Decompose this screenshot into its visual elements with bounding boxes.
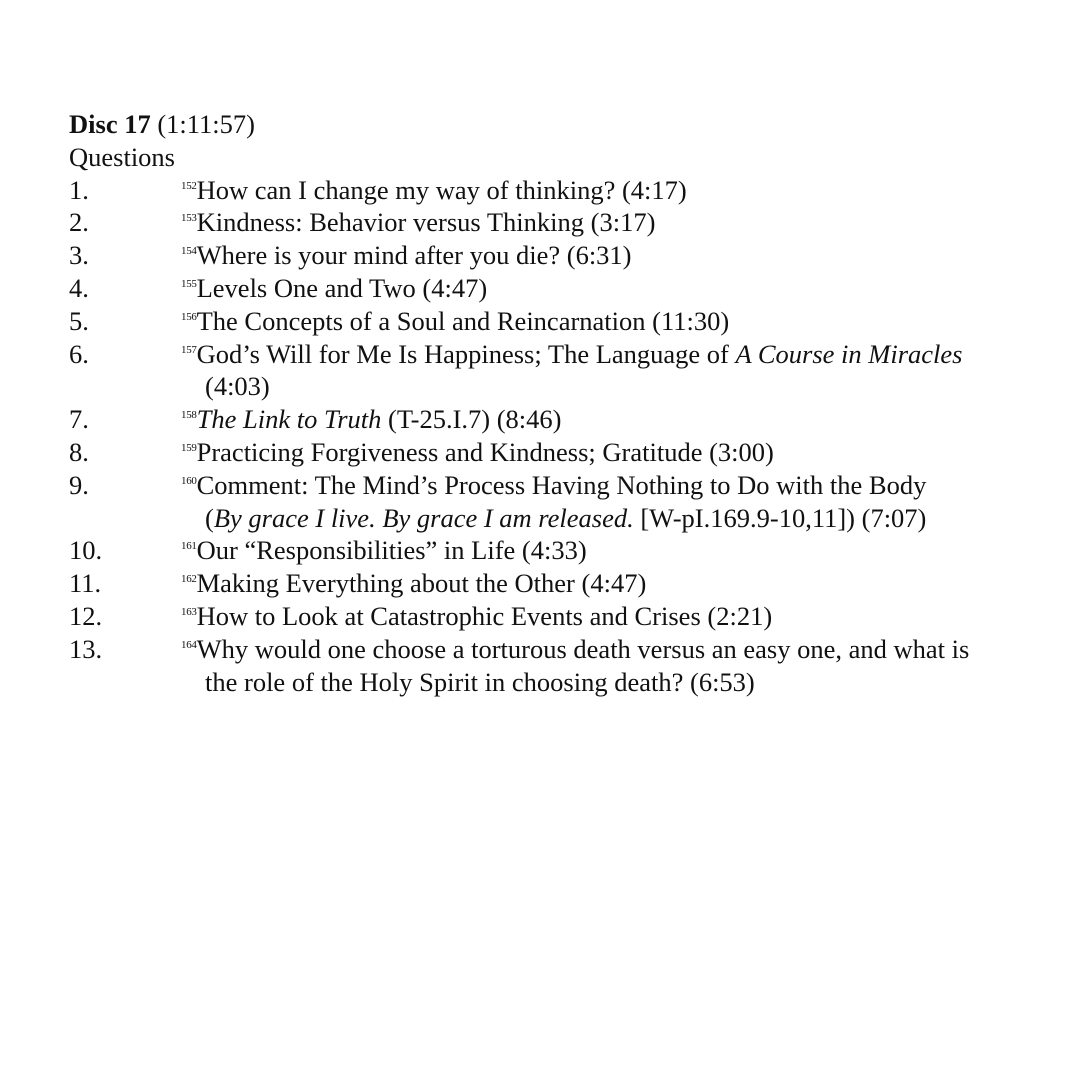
item-text: God’s Will for Me Is Happiness; The Language of	[196, 338, 736, 369]
list-item	[69, 403, 1059, 436]
disc-contents	[69, 108, 1059, 698]
item-text: How to Look at Catastrophic Events and Crises (2:21)	[196, 600, 773, 631]
item-number: 1.	[69, 174, 89, 205]
item-number: 3.	[69, 240, 89, 271]
item-text: Why would one choose a torturous death versus an easy one, and what is	[196, 633, 970, 664]
item-text: Levels One and Two (4:47)	[196, 272, 488, 303]
item-number: 6.	[69, 338, 89, 369]
footnote-marker: 158	[181, 409, 197, 422]
list-item	[69, 633, 1059, 699]
footnote-marker: 159	[181, 441, 197, 454]
list-item	[69, 206, 1059, 239]
footnote-marker: 163	[181, 605, 197, 618]
list-item	[69, 272, 1059, 305]
item-text-continuation: the role of the Holy Spirit in choosing death? (6:53)	[205, 666, 755, 697]
item-number: 13.	[69, 633, 103, 664]
item-text: (T-25.I.7) (8:46)	[381, 404, 562, 435]
item-reference: [W-pI.169.9-10,11]) (7:07)	[633, 502, 927, 533]
footnote-marker: 162	[181, 573, 197, 586]
item-text: Comment: The Mind’s Process Having Nothing to Do with the Body	[196, 469, 927, 500]
item-number: 4.	[69, 272, 89, 303]
item-text: Making Everything about the Other (4:47)	[196, 568, 647, 599]
footnote-marker: 164	[181, 638, 197, 651]
open-paren: (	[205, 502, 214, 533]
item-number: 2.	[69, 207, 89, 238]
footnote-marker: 160	[181, 474, 197, 487]
item-number: 5.	[69, 305, 89, 336]
item-number: 10.	[69, 535, 103, 566]
list-item	[69, 305, 1059, 338]
item-text-continuation: (4:03)	[205, 371, 270, 402]
item-number: 12.	[69, 600, 103, 631]
list-item	[69, 534, 1059, 567]
list-item	[69, 338, 1059, 404]
item-text: How can I change my way of thinking? (4:17)	[196, 174, 687, 205]
disc-label: Disc 17	[69, 109, 151, 139]
item-text: Our “Responsibilities” in Life (4:33)	[196, 535, 587, 566]
item-italic-title: A Course in Miracles	[735, 338, 963, 369]
footnote-marker: 153	[181, 212, 197, 225]
list-item	[69, 469, 1059, 535]
list-item	[69, 600, 1059, 633]
item-number: 9.	[69, 469, 89, 500]
section-label: Questions	[69, 141, 175, 172]
item-text: Where is your mind after you die? (6:31)	[196, 240, 632, 271]
item-number: 11.	[69, 568, 102, 599]
footnote-marker: 156	[181, 310, 197, 323]
disc-heading	[69, 108, 1059, 141]
item-italic-title: The Link to Truth	[196, 404, 382, 435]
item-number: 7.	[69, 404, 89, 435]
list-item	[69, 174, 1059, 207]
disc-duration: (1:11:57)	[157, 109, 255, 139]
item-italic-quote: By grace I live. By grace I am released.	[213, 502, 634, 533]
list-item	[69, 436, 1059, 469]
footnote-marker: 154	[181, 245, 197, 258]
item-text: Practicing Forgiveness and Kindness; Gratitude (3:00)	[196, 436, 774, 467]
item-number: 8.	[69, 436, 89, 467]
footnote-marker: 157	[181, 343, 197, 356]
item-text: The Concepts of a Soul and Reincarnation (11:30)	[196, 305, 730, 336]
footnote-marker: 152	[181, 179, 197, 192]
list-item	[69, 567, 1059, 600]
list-item	[69, 239, 1059, 272]
item-text-continuation	[181, 502, 1059, 535]
item-text: Kindness: Behavior versus Thinking (3:17)	[196, 207, 656, 238]
footnote-marker: 161	[181, 540, 197, 553]
footnote-marker: 155	[181, 277, 197, 290]
